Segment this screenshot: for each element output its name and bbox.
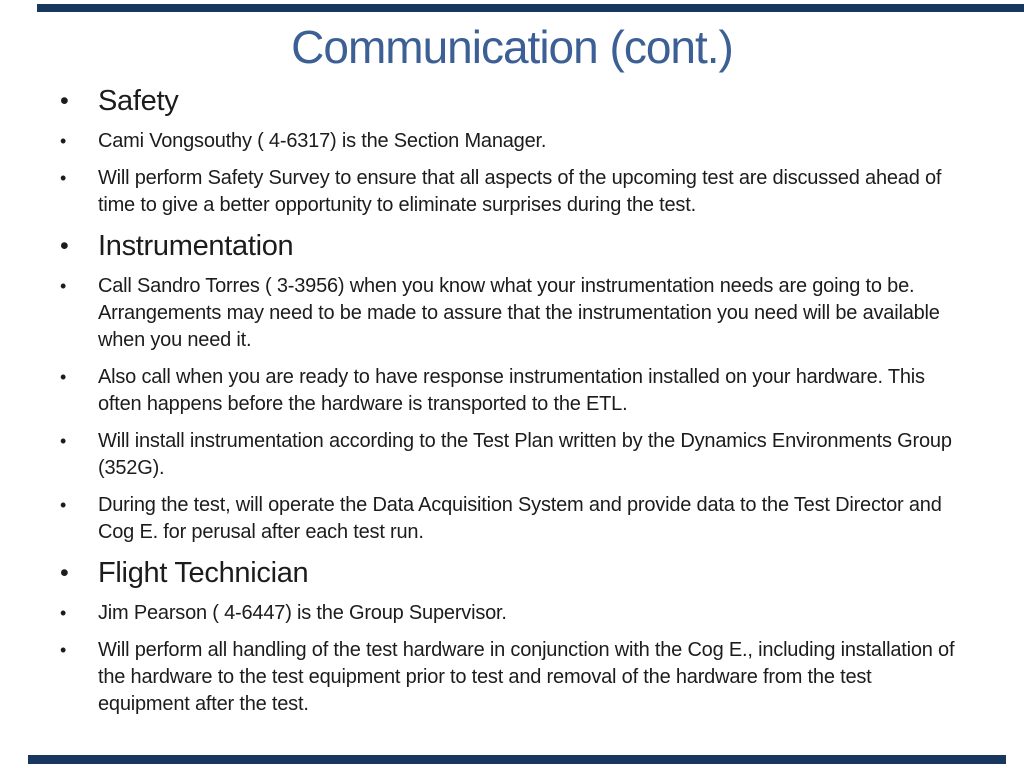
bullet-icon: • xyxy=(60,603,67,623)
section-heading-label: Safety xyxy=(98,85,179,117)
section-heading-flight-technician xyxy=(60,556,965,590)
bullet-item xyxy=(60,273,965,354)
bullet-icon: • xyxy=(60,367,67,387)
bullet-item xyxy=(60,492,965,546)
bullet-text: Jim Pearson ( 4-6447) is the Group Supervisor. xyxy=(98,602,507,624)
bullet-item xyxy=(60,128,965,155)
bullet-icon: • xyxy=(60,232,69,260)
bullet-text: Cami Vongsouthy ( 4-6317) is the Section Manager. xyxy=(98,130,547,152)
bullet-icon: • xyxy=(60,168,67,188)
section-heading-label: Instrumentation xyxy=(98,230,294,262)
bullet-item xyxy=(60,428,965,482)
slide-body xyxy=(60,84,965,728)
bullet-text: Will install instrumentation according to the Test Plan written by the Dynamics Environments Group (352G). xyxy=(98,430,952,479)
bullet-item xyxy=(60,364,965,418)
bullet-text: During the test, will operate the Data Acquisition System and provide data to the Test Director and Cog E. for perusal after each test run. xyxy=(98,494,942,543)
bullet-text: Also call when you are ready to have response instrumentation installed on your hardware. This often happens before the hardware is transported to the ETL. xyxy=(98,366,925,415)
slide-title: Communication (cont.) xyxy=(291,21,733,73)
section-heading-instrumentation xyxy=(60,229,965,263)
bullet-text: Call Sandro Torres ( 3-3956) when you know what your instrumentation needs are going to be. Arrangements may need to be made to assure that the instrumentation you need will be available when you need it. xyxy=(98,275,940,351)
bullet-item xyxy=(60,637,965,718)
bullet-icon: • xyxy=(60,640,67,660)
bottom-border-bar xyxy=(28,755,1006,764)
bullet-icon: • xyxy=(60,431,67,451)
bullet-item xyxy=(60,600,965,627)
bullet-icon: • xyxy=(60,559,69,587)
bullet-icon: • xyxy=(60,131,67,151)
bullet-icon: • xyxy=(60,495,67,515)
bullet-item xyxy=(60,165,965,219)
bullet-icon: • xyxy=(60,276,67,296)
section-heading-safety xyxy=(60,84,965,118)
section-heading-label: Flight Technician xyxy=(98,557,309,589)
bullet-text: Will perform all handling of the test hardware in conjunction with the Cog E., including installation of the hardware to the test equipment prior to test and removal of the hardware from the test equipment after the test. xyxy=(98,639,955,715)
bullet-icon: • xyxy=(60,87,69,115)
bullet-text: Will perform Safety Survey to ensure that all aspects of the upcoming test are discussed ahead of time to give a better opportunity to eliminate surprises during the test. xyxy=(98,167,942,216)
top-border-bar xyxy=(37,4,1024,12)
